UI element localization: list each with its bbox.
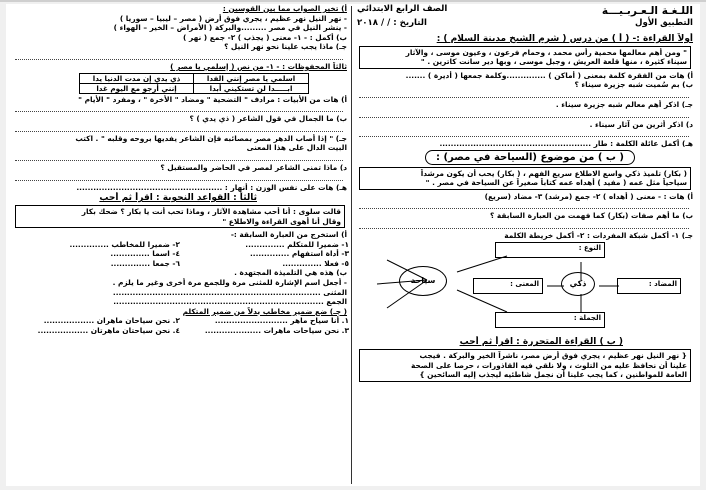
poem-hemistich: اسلمي يا مصر إنني الفدا bbox=[194, 73, 309, 83]
extra-reading-passage bbox=[359, 349, 691, 381]
answer-line[interactable] bbox=[15, 173, 343, 181]
grammar-plural-line: الجمع ........................................................................... bbox=[113, 297, 347, 307]
grammar-question-b: ب) هذه هي التلميذة المجتهدة . bbox=[234, 268, 347, 278]
complete-question: ب) أكمل : - ١- معنى ( يجذب ) ٢- جمع ( نهر ) bbox=[183, 32, 347, 42]
answer-line[interactable] bbox=[359, 221, 689, 229]
reading-question-d: د) اذكر أثرين من آثار سيناء . bbox=[589, 119, 693, 129]
grammar-pronoun-list bbox=[11, 316, 349, 335]
tourism-passage-line: سياحياً مثل عمه ( مفيد ) أهداه عمه كتاباً صغيراً عن السياحة في مصر . " bbox=[425, 178, 687, 188]
extra-reading-line: العامة للمواطنين ، كما يجب علينا أن نجمل شاطئيه ليجذب إليه السائحين } bbox=[419, 370, 687, 380]
word-map bbox=[357, 242, 693, 334]
reading-question-c: جـ) اذكر أهم معالم شبه جزيرة سيناء . bbox=[555, 100, 693, 109]
tourism-question-b: ب) ما أهم صفات (بكار) كما فهمت من العبارة السابقة ؟ bbox=[490, 211, 693, 221]
extra-reading-line: علينا أن نحافظ عليه من التلوث ، ولا نلقي فيه القاذورات ، حرصا على الصحة bbox=[411, 360, 687, 370]
reading-passage bbox=[359, 46, 691, 69]
worksheet bbox=[6, 4, 700, 486]
poem-hemistich: ذي يدي إن مدت الدنيا يدا bbox=[80, 73, 194, 83]
word-map-word: ذكي bbox=[561, 272, 595, 296]
application-label: التطبيق الأول bbox=[635, 18, 693, 28]
grammar-pronoun-item: ٣. نحن سياحات ماهرات .................... bbox=[204, 325, 349, 335]
reading-passage-line: " ومن أهم معالمها محمية رأس محمد ، وحمام فرعون ، وعيون موسى ، والآثار bbox=[405, 48, 687, 57]
answer-line[interactable] bbox=[359, 110, 689, 118]
reading-question-b: ب) بم سُميت شبه جزيرة سيناء ؟ bbox=[574, 80, 693, 90]
grammar-question-c: ( جـ) ضع ضمير مخاطب بدلاً من ضمير المتكلم bbox=[182, 306, 347, 316]
memorize-question-a: أ) هات من الأبيات : مرادف " التضحية " ومضاد " الأخرة " ، ومفرد " الأيام " bbox=[78, 94, 347, 104]
answer-line[interactable] bbox=[15, 52, 343, 60]
answer-line[interactable] bbox=[15, 124, 343, 132]
poem-verse bbox=[80, 83, 309, 93]
answer-line[interactable] bbox=[359, 90, 689, 98]
word-map-sentence[interactable]: الجملة : bbox=[495, 312, 605, 328]
grammar-passage bbox=[15, 205, 345, 228]
word-map-meaning[interactable]: المعنى : bbox=[473, 278, 543, 294]
grammar-extract-item: ١- ضميرا للمتكلم .............. bbox=[245, 239, 349, 249]
date-field: التاريخ : / / ٢٠١٨ bbox=[357, 18, 427, 28]
choose-item-1: - نهر النيل نهر عظيم ، يجري فوق أرض ( مصر – ليبيا – سوريا ) bbox=[119, 13, 347, 23]
reading-title: أولاً القراءة :- ( أ ) من درس ( شرم الشيخ مدينة السلام ) : bbox=[436, 34, 693, 44]
column-divider bbox=[351, 6, 352, 484]
grammar-extract-item: ٤- اسما .............. bbox=[110, 249, 180, 259]
memorize-title: ثالثاً المحفوظات : - ١- من نص ( إسلمي يا مصر ) bbox=[170, 61, 347, 71]
word-map-opposite[interactable]: المضاد : bbox=[617, 278, 681, 294]
answer-line[interactable] bbox=[359, 201, 689, 209]
tourism-question-c: جـ) ١- أكمل شبكة المفردات : ٢- أكمل خريطة الكلمة bbox=[504, 230, 693, 240]
choose-item-2: - ينشر النيل في مصر .........والبركة ( الأمراض – الخير – الهواء ) bbox=[113, 23, 347, 33]
subject-title: اللـغـة الـعـربـيـــة bbox=[601, 5, 693, 17]
answer-line[interactable] bbox=[359, 129, 689, 137]
header-row-2 bbox=[355, 18, 695, 29]
tourism-passage-line: ( بكار) تلميذ ذكي واسع الاطلاع سريع الفهم ، ( بكار) يحب أن يكون مرشداً bbox=[420, 168, 687, 178]
grammar-question-a: أ) استخرج من العبارة السابقة :- bbox=[230, 229, 347, 239]
poem-table bbox=[79, 73, 309, 94]
grammar-extract-item: ٣- أداة استفهام .............. bbox=[249, 249, 349, 259]
grammar-passage-line: قالت سلوى : أنا أحب مشاهدة الآثار ، وماذا تحب أنت يا بكار ؟ ضحك بكار bbox=[81, 207, 341, 217]
tourism-passage bbox=[359, 167, 691, 190]
memorize-question-e: هـ) هات على نفس الوزن : أنهار : .................................................... bbox=[76, 182, 347, 192]
grammar-extract-item: ٥- فعلا .............. bbox=[282, 258, 349, 268]
right-column bbox=[355, 4, 695, 486]
grammar-extract-item: ٦- جمعا .............. bbox=[110, 258, 180, 268]
choose-question-title: أ) تخير الصواب مما بين القوسين : bbox=[222, 4, 347, 13]
grammar-extract-item: ٢- ضميرا للمخاطب .............. bbox=[69, 239, 180, 249]
answer-line[interactable] bbox=[15, 104, 343, 112]
word-map-type[interactable]: النوع : bbox=[495, 242, 605, 258]
grammar-question-b-instruction: - أجعل اسم الإشارة للمثنى مرة وللجمع مرة أخرى وغير ما يلزم . bbox=[112, 277, 347, 287]
poem-hemistich: ابـــــدا لن تستكيني أبدا bbox=[194, 83, 309, 93]
grammar-dual-line: المثنى .......................................................................... bbox=[112, 287, 347, 297]
tourism-banner: ( ب ) من موضوع (السياحة في مصر) : bbox=[425, 150, 635, 165]
extra-reading-title: ( ب ) القراءة المتحررة : اقرأ ثم أجب bbox=[459, 337, 623, 348]
reading-passage-line: سيناء كثيرة ، منها قلعة العريش ، وجبل موسى ، وبها دير سانت كاترين . " bbox=[420, 57, 687, 67]
memorize-question-b: ب) ما الجمال في قول الشاعر ( ذي يدي ) ؟ bbox=[189, 114, 347, 124]
grammar-pronoun-item: ٤. نحن سياحتان ماهرتان .................. bbox=[37, 325, 180, 335]
left-column bbox=[11, 4, 349, 486]
grade-label: الصف الرابع الابتدائي bbox=[357, 4, 448, 14]
memorize-question-c1: جـ) " إذا أصاب الدهر مصر بمصائبه فإن الشاعر يفديها بروحه وقلبه " . اكتب bbox=[75, 133, 347, 143]
poem-hemistich: إنني أرجو مع اليوم غدا bbox=[80, 83, 194, 93]
grammar-title: ثالثاً : القواعد النحوية : اقرأ ثم أجب bbox=[99, 193, 257, 204]
tourism-question-a: أ) هات : - معنى ( أهداه ) ٢- جمع (مرشد) ٣- مضاد (سريع) bbox=[484, 191, 693, 201]
reading-question-a: أ) هات من الفقرة كلمة بمعنى ( أماكن ) ..............وكلمة جمعها ( أديرة ) ....... bbox=[405, 70, 693, 80]
extra-reading-line: { نهر النيل نهر عظيم ، يجري فوق أرض مصر، ناشراً الخير والبركة . فيجب bbox=[419, 351, 687, 361]
grammar-pronoun-item: ١. أنا سياح ماهر .......................... bbox=[214, 316, 349, 326]
grammar-extract-list bbox=[11, 240, 349, 269]
poem-verse bbox=[80, 73, 309, 83]
grammar-passage-line: وقال أنا أهوى القراءة والاطلاع " bbox=[222, 216, 341, 226]
memorize-question-d: د) ماذا تمنى الشاعر لمصر في الحاضر والمستقبل ؟ bbox=[160, 162, 347, 172]
reading-question-e: هـ) أكمل عائلة الكلمة : طار ...................................................... bbox=[439, 139, 693, 149]
memorize-question-c2: البيت الدال على هذا المعنى bbox=[246, 143, 347, 153]
word-map-center: سياحة bbox=[399, 266, 447, 296]
grammar-pronoun-item: ٢. نحن سياحان ماهران .................. bbox=[43, 316, 180, 326]
nile-question: جـ) ماذا يجب علينا نحو نهر النيل ؟ bbox=[224, 42, 347, 52]
answer-line[interactable] bbox=[15, 153, 343, 161]
header-row-1 bbox=[355, 4, 695, 18]
